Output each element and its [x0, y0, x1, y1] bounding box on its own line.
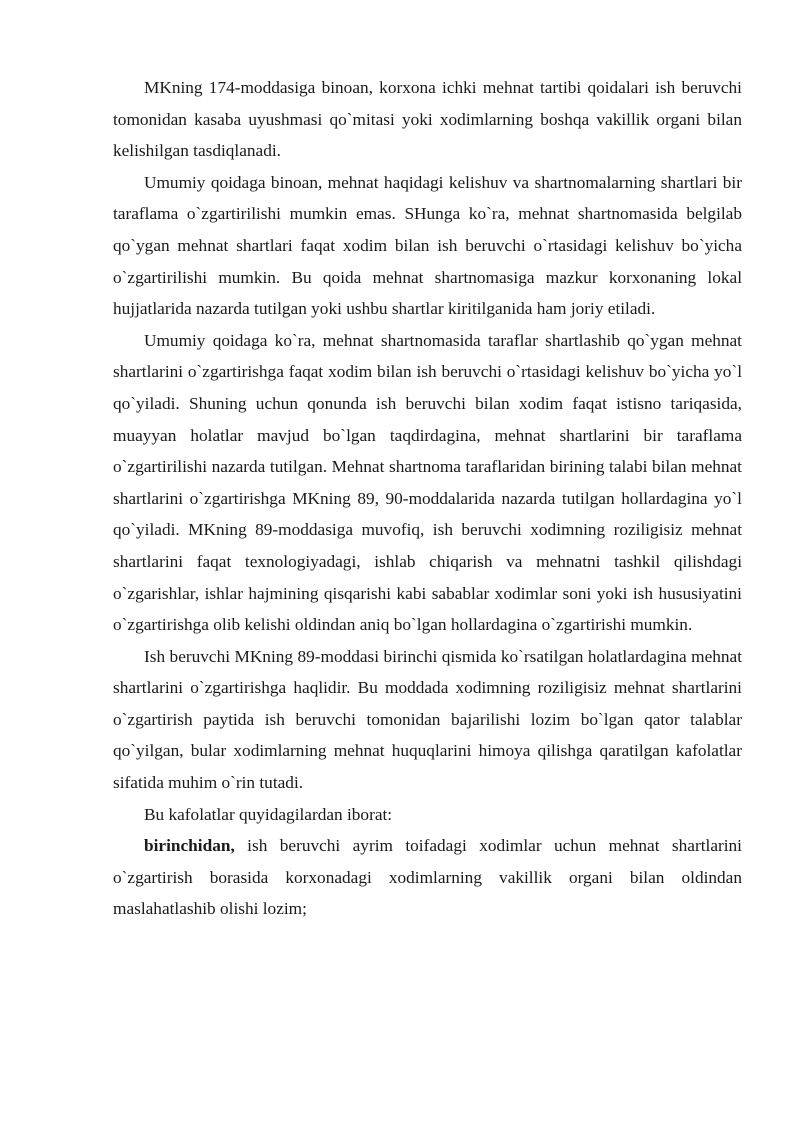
paragraph-first-point	[113, 830, 742, 925]
paragraph-lead-word: birinchidan,	[144, 836, 235, 856]
paragraph: Umumiy qoidaga ko`ra, mehnat shartnomasida taraflar shartlashib qo`ygan mehnat shartlarini o`zgartirishga faqat xodim bilan ish beruvchi o`rtasidagi kelishuv bo`yicha yo`l qo`yiladi. Shuning uchun qonunda ish beruvchi bilan xodim faqat istisno tariqasida, muayyan holatlar mavjud bo`lgan taqdirdagina, mehnat shartlarini bir taraflama o`zgartirilishi nazarda tutilgan. Mehnat shartnoma taraflaridan birining talabi bilan mehnat shartlarini o`zgartirishga MKning 89, 90-moddalarida nazarda tutilgan hollardagina yo`l qo`yiladi. MKning 89-moddasiga muvofiq, ish beruvchi xodimning roziligisiz mehnat shartlarini faqat texnologiyadagi, ishlab chiqarish va mehnatni tashkil qilishdagi o`zgarishlar, ishlar hajmining qisqarishi kabi sabablar xodimlar soni yoki ish hususiyatini o`zgartirishga olib kelishi oldindan aniq bo`lgan hollardagina o`zgartirishi mumkin.	[113, 330, 742, 635]
paragraph: Ish beruvchi MKning 89-moddasi birinchi qismida ko`rsatilgan holatlardagina mehnat shartlarini o`zgartirishga haqlidir. Bu moddada xodimning roziligisiz mehnat shartlarini o`zgartirish paytida ish beruvchi tomonidan bajarilishi lozim bo`lgan qator talablar qo`yilgan, bular xodimlarning mehnat huquqlarini himoya qilishga qaratilgan kafolatlar sifatida muhim o`rin tutadi.	[113, 646, 742, 793]
paragraph: Umumiy qoidaga binoan, mehnat haqidagi kelishuv va shartnomalarning shartlari bir taraflama o`zgartirilishi mumkin emas. SHunga ko`ra, mehnat shartnomasida belgilab qo`ygan mehnat shartlari faqat xodim bilan ish beruvchi o`rtasidagi kelishuv bo`yicha o`zgartirilishi mumkin. Bu qoida mehnat shartnomasiga mazkur korxonaning lokal hujjatlarida nazarda tutilgan yoki ushbu shartlar kiritilganida ham joriy etiladi.	[113, 172, 742, 319]
paragraph: MKning 174-moddasiga binoan, korxona ichki mehnat tartibi qoidalari ish beruvchi tomonidan kasaba uyushmasi qo`mitasi yoki xodimlarning boshqa vakillik organi bilan kelishilgan tasdiqlanadi.	[113, 78, 742, 161]
paragraph: Bu kafolatlar quyidagilardan iborat:	[144, 804, 393, 824]
document-page	[113, 72, 742, 925]
paragraph-text: ish beruvchi ayrim toifadagi xodimlar uchun mehnat shartlarini o`zgartirish borasida korxonadagi xodimlarning vakillik organi bilan oldindan maslahatlashib olishi lozim;	[113, 836, 742, 919]
